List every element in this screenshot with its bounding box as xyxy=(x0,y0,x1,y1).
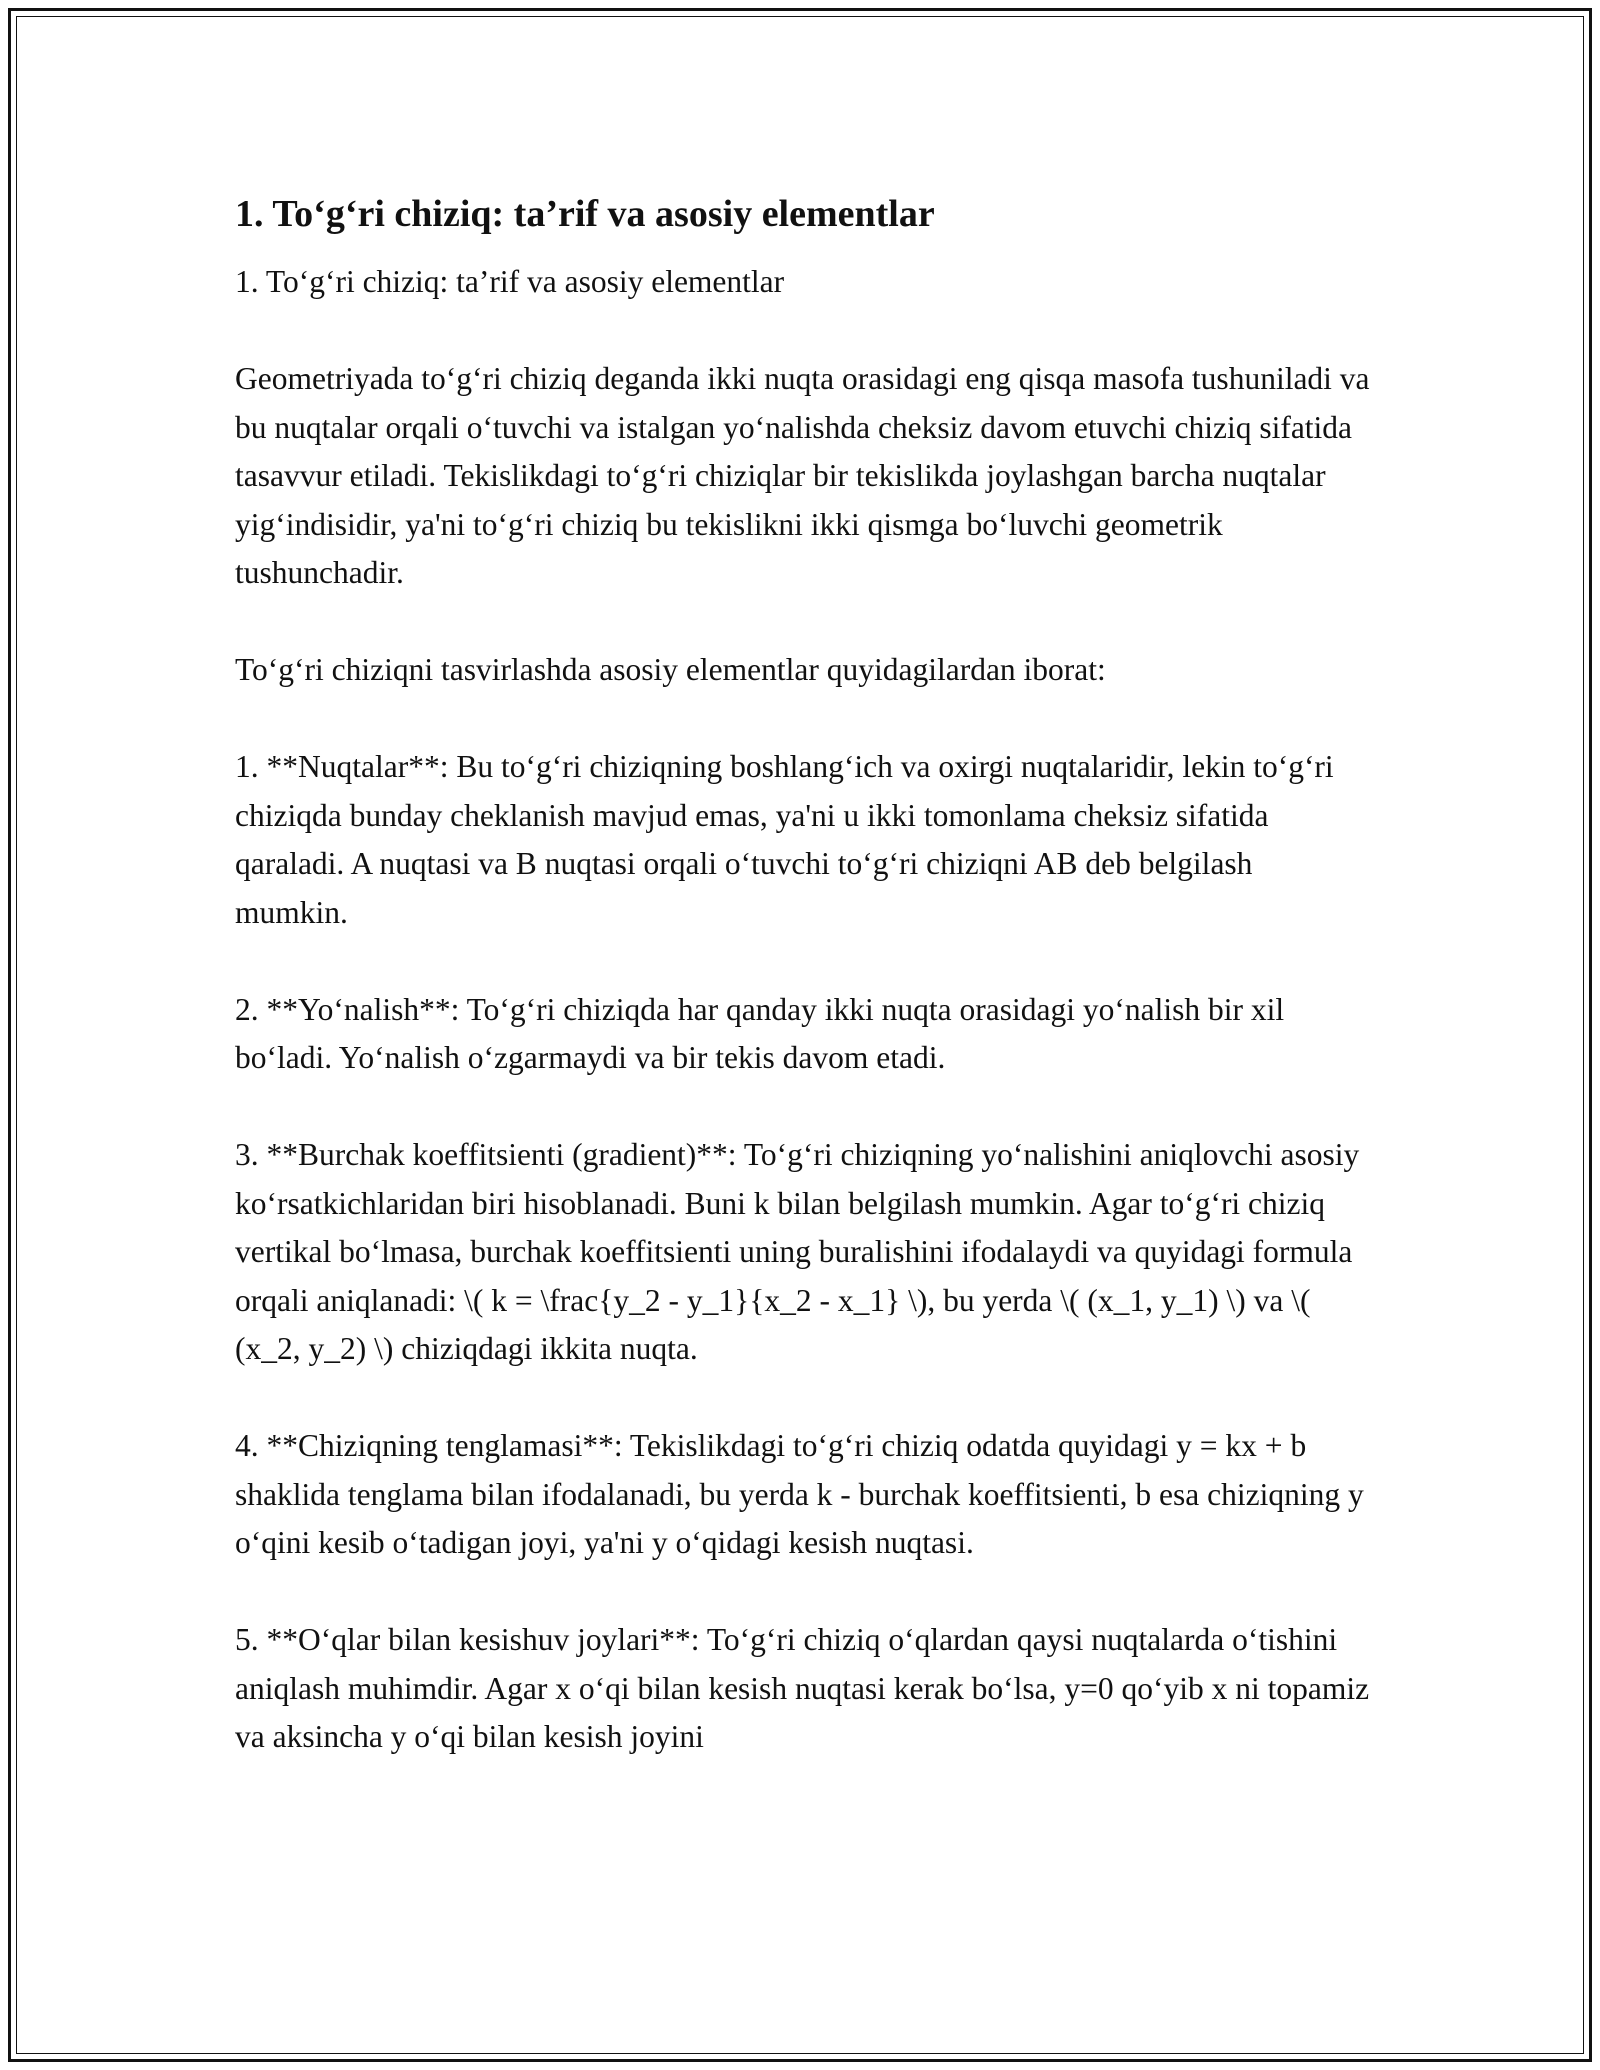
list-item-axis-intersections: 5. **O‘qlar bilan kesishuv joylari**: To‘g‘ri chiziq o‘qlardan qaysi nuqtalarda o‘tishini aniqlash muhimdir. Agar x o‘qi bilan kesish nuqtasi kerak bo‘lsa, y=0 qo‘yib x ni topamiz va aksincha y o‘qi bilan kesish joyini xyxy=(235,1622,1370,1754)
intro-paragraph: Geometriyada to‘g‘ri chiziq deganda ikki nuqta orasidagi eng qisqa masofa tushuniladi va bu nuqtalar orqali o‘tuvchi va istalgan yo‘nalishda cheksiz davom etuvchi chiziq sifatida tasavvur etiladi. Tekislikdagi to‘g‘ri chiziqlar bir tekislikda joylashgan barcha nuqtalar yig‘indisidir, ya'ni to‘g‘ri chiziq bu tekislikni ikki qismga bo‘luvchi geometrik tushunchadir. xyxy=(235,361,1370,590)
document-heading: 1. To‘g‘ri chiziq: ta’rif va asosiy elementlar xyxy=(235,193,935,235)
list-item-equation: 4. **Chiziqning tenglamasi**: Tekislikdagi to‘g‘ri chiziq odatda quyidagi y = kx + b shaklida tenglama bilan ifodalanadi, bu yerda k - burchak koeffitsienti, b esa chiziqning y o‘qini kesib o‘tadigan joyi, ya'ni y o‘qidagi kesish nuqtasi. xyxy=(235,1428,1364,1560)
list-item-slope: 3. **Burchak koeffitsienti (gradient)**: To‘g‘ri chiziqning yo‘nalishini aniqlovchi asosiy ko‘rsatkichlaridan biri hisoblanadi. Buni k bilan belgilash mumkin. Agar to‘g‘ri chiziq vertikal bo‘lmasa, burchak koeffitsienti uning buralishini ifodalaydi va quyidagi formula orqali aniqlanadi: \( k = \frac{y_2 - y_1}{x_2 - x_1} \), bu yerda \( (x_1, y_1) \) va \( (x_2, y_2) \) chiziqdagi ikkita nuqta. xyxy=(235,1137,1360,1366)
list-item-direction: 2. **Yo‘nalish**: To‘g‘ri chiziqda har qanday ikki nuqta orasidagi yo‘nalish bir xil bo‘ladi. Yo‘nalish o‘zgarmaydi va bir tekis davom etadi. xyxy=(235,991,1285,1075)
section-title-paragraph: 1. To‘g‘ri chiziq: ta’rif va asosiy elementlar xyxy=(235,264,785,299)
list-item-points: 1. **Nuqtalar**: Bu to‘g‘ri chiziqning boshlang‘ich va oxirgi nuqtalaridir, lekin to‘g‘ri chiziqda bunday cheklanish mavjud emas, ya'ni u ikki tomonlama cheksiz sifatida qaraladi. A nuqtasi va B nuqtasi orqali o‘tuvchi to‘g‘ri chiziqni AB deb belgilash mumkin. xyxy=(235,749,1334,930)
document-body xyxy=(235,188,1370,1762)
elements-lead-paragraph: To‘g‘ri chiziqni tasvirlashda asosiy elementlar quyidagilardan iborat: xyxy=(235,652,1106,687)
